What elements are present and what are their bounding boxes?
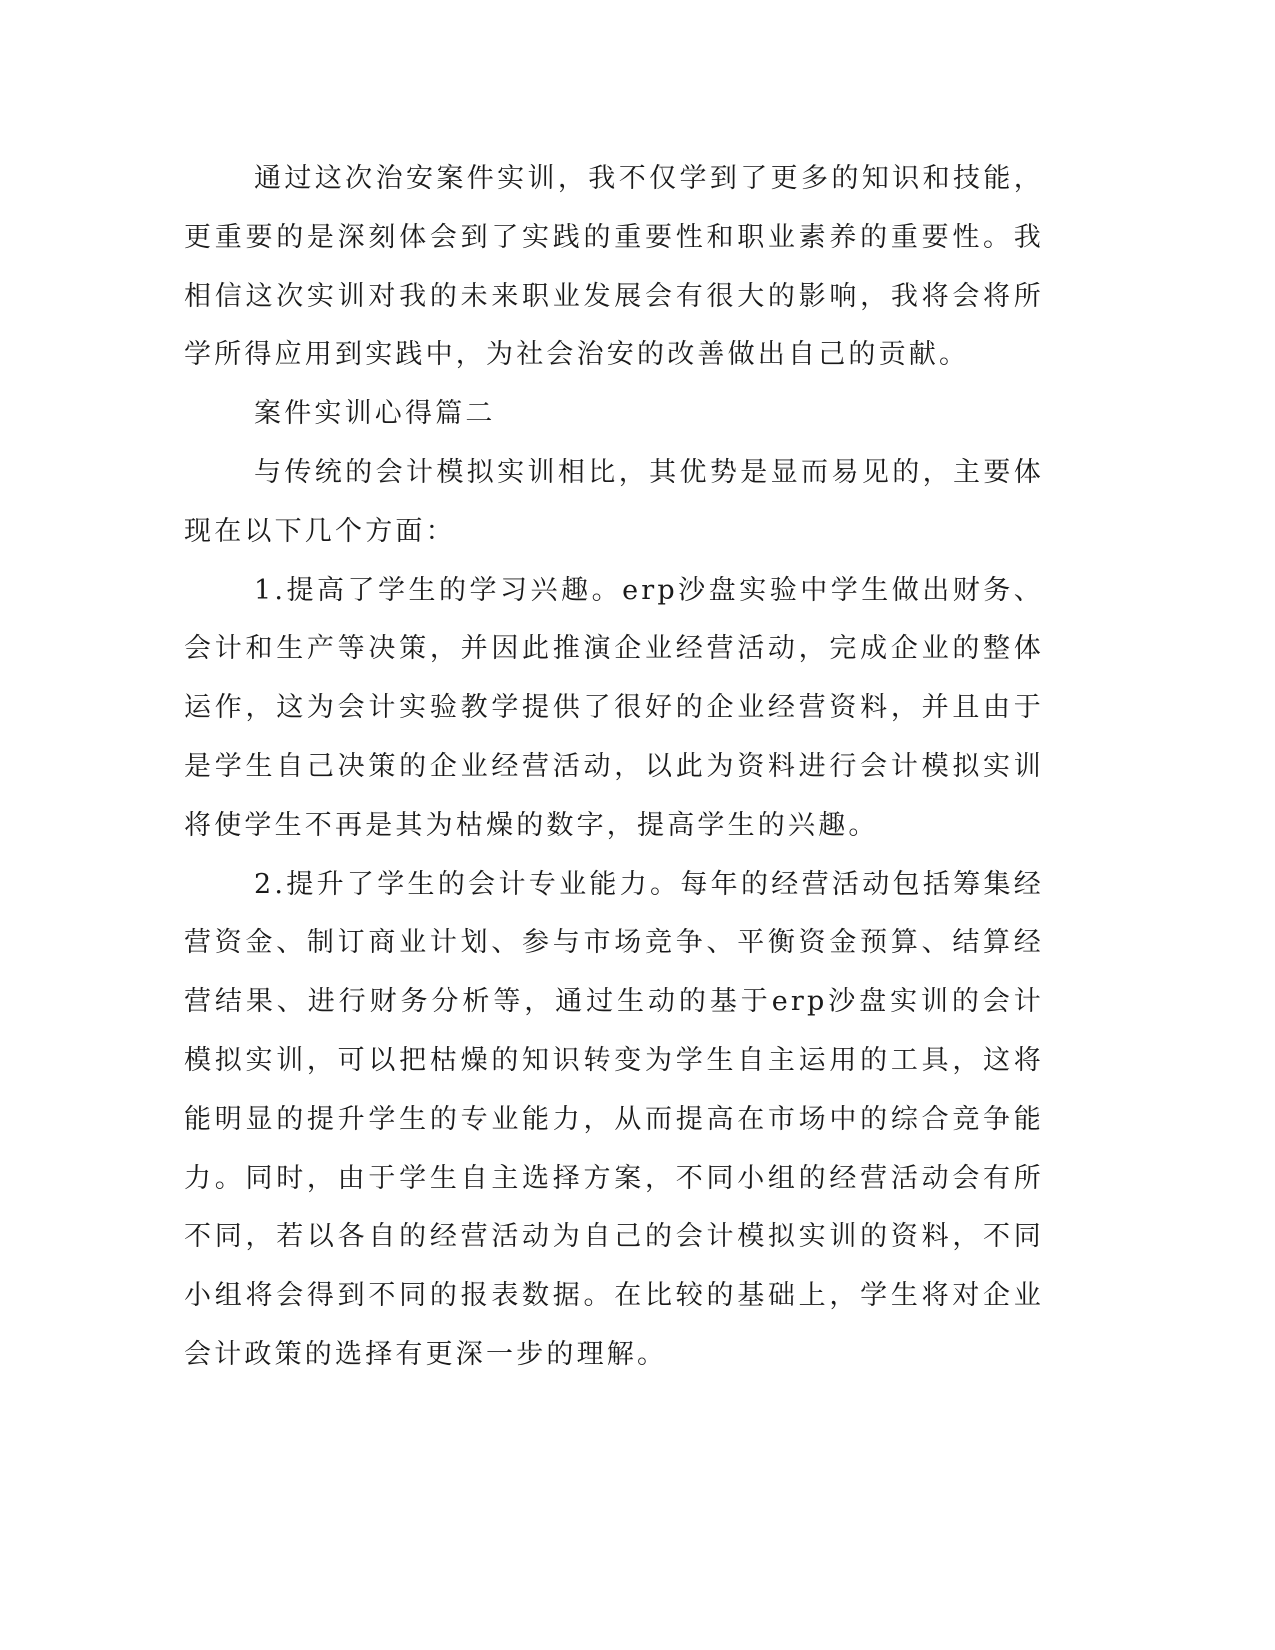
document-body xyxy=(184,150,1044,1385)
paragraph-intro: 与传统的会计模拟实训相比，其优势是显而易见的，主要体现在以下几个方面： xyxy=(184,456,1044,547)
paragraph-point-2: 2.提升了学生的会计专业能力。每年的经营活动包括筹集经营资金、制订商业计划、参与市场竞争、平衡资金预算、结算经营结果、进行财务分析等，通过生动的基于erp沙盘实训的会计模拟实训，可以把枯燥的知识转变为学生自主运用的工具，这将能明显的提升学生的专业能力，从而提高在市场中的综合竞争能力。同时，由于学生自主选择方案，不同小组的经营活动会有所不同，若以各自的经营活动为自己的会计模拟实训的资料，不同小组将会得到不同的报表数据。在比较的基础上，学生将对企业会计政策的选择有更深一步的理解。 xyxy=(184,868,1044,1370)
paragraph-conclusion: 通过这次治安案件实训，我不仅学到了更多的知识和技能，更重要的是深刻体会到了实践的重要性和职业素养的重要性。我相信这次实训对我的未来职业发展会有很大的影响，我将会将所学所得应用到实践中，为社会治安的改善做出自己的贡献。 xyxy=(184,163,1044,371)
paragraph-point-1: 1.提高了学生的学习兴趣。erp沙盘实验中学生做出财务、会计和生产等决策，并因此推演企业经营活动，完成企业的整体运作，这为会计实验教学提供了很好的企业经营资料，并且由于是学生自己决策的企业经营活动，以此为资料进行会计模拟实训将使学生不再是其为枯燥的数字，提高学生的兴趣。 xyxy=(184,574,1044,841)
section-heading: 案件实训心得篇二 xyxy=(254,398,496,430)
